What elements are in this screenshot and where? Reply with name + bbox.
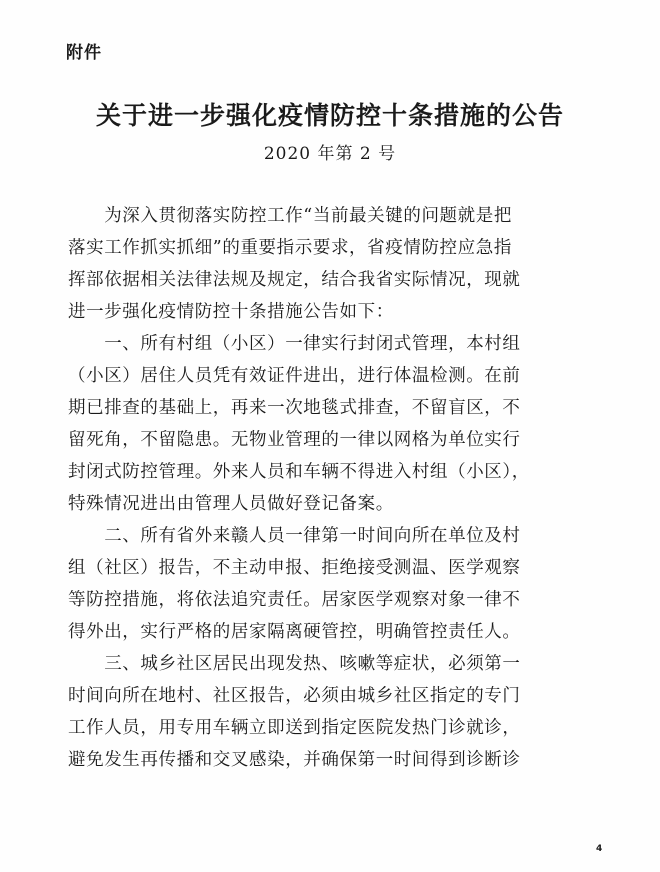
- body-line: 为深入贯彻落实防控工作“当前最关键的问题就是把: [68, 206, 512, 226]
- body-line: 避免发生再传播和交叉感染，并确保第一时间得到诊断诊: [68, 750, 521, 770]
- body-line: 一、所有村组（小区）一律实行封闭式管理，本村组: [68, 334, 521, 354]
- document-number: 2020 年第 2 号: [263, 144, 397, 164]
- body-line: （小区）居住人员凭有效证件进出，进行体温检测。在前: [68, 366, 521, 386]
- body-line: 挥部依据相关法律法规及规定，结合我省实际情况，现就: [68, 270, 521, 290]
- body-line: 封闭式防控管理。外来人员和车辆不得进入村组（小区），: [68, 462, 530, 482]
- body-line: 期已排查的基础上，再来一次地毯式排查，不留盲区，不: [68, 398, 521, 418]
- attachment-label: 附件: [66, 43, 102, 63]
- body-line: 进一步强化疫情防控十条措施公告如下：: [68, 302, 394, 322]
- body-line: 得外出，实行严格的居家隔离硬管控，明确管控责任人。: [68, 622, 521, 642]
- body-line: 特殊情况进出由管理人员做好登记备案。: [68, 494, 394, 514]
- body-line: 三、城乡社区居民出现发热、咳嗽等症状，必须第一: [68, 654, 521, 674]
- document-body: [68, 200, 588, 776]
- body-line: 留死角，不留隐患。无物业管理的一律以网格为单位实行: [68, 430, 521, 450]
- body-line: 落实工作抓实抓细”的重要指示要求，省疫情防控应急指: [68, 238, 512, 258]
- body-line: 二、所有省外来赣人员一律第一时间向所在单位及村: [68, 526, 521, 546]
- body-line: 时间向所在地村、社区报告，必须由城乡社区指定的专门: [68, 686, 521, 706]
- document-title: 关于进一步强化疫情防控十条措施的公告: [95, 101, 564, 130]
- page-number: 4: [596, 844, 603, 854]
- body-line: 工作人员，用专用车辆立即送到指定医院发热门诊就诊，: [68, 718, 521, 738]
- body-line: 等防控措施，将依法追究责任。居家医学观察对象一律不: [68, 590, 521, 610]
- body-line: 组（社区）报告，不主动申报、拒绝接受测温、医学观察: [68, 558, 521, 578]
